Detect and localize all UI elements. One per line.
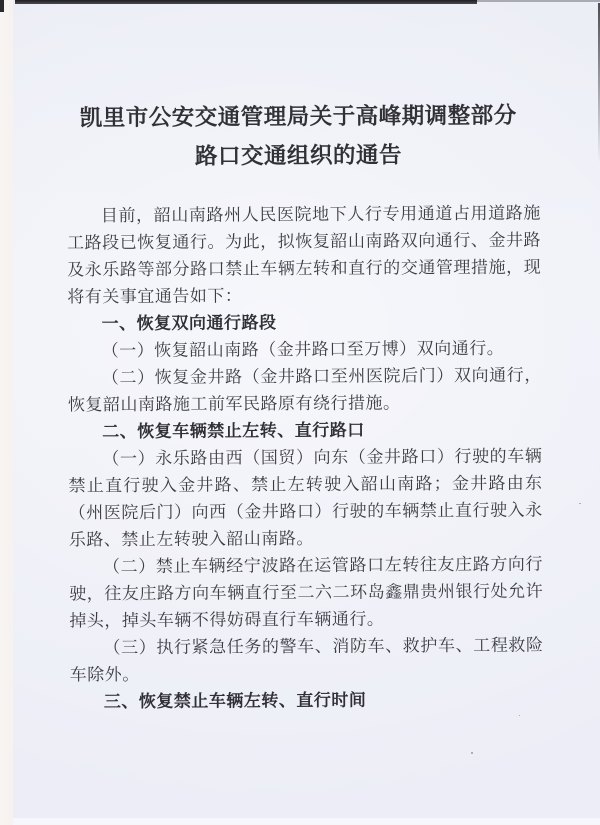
section-2-item-2: （二）禁止车辆经宁波路在运管路口左转往友庄路方向行驶，往友庄路方向车辆直行至二六二环岛鑫鼎贵州银行处允许掉头，掉头车辆不得妨碍直行车辆通行。 — [69, 554, 544, 631]
section-1-item-2: （二）恢复金井路（金井路口至州医院后门）双向通行，恢复韶山南路施工前军民路原有绕行措施。 — [67, 365, 542, 415]
section-2-item-3: （三）执行紧急任务的警车、消防车、救护车、工程救险车除外。 — [69, 635, 544, 685]
scan-speck — [519, 715, 520, 716]
document-body — [67, 200, 544, 716]
scan-bottom-edge-artifact — [13, 818, 600, 825]
document-title-line2: 路口交通组织的通告 — [194, 142, 403, 169]
section-1-heading: 一、恢复双向通行路段 — [101, 313, 277, 334]
scan-speck — [471, 752, 473, 754]
section-3-heading: 三、恢复禁止车辆左转、直行时间 — [103, 690, 367, 712]
document-title — [58, 96, 538, 177]
intro-paragraph: 目前，韶山南路州人民医院地下人行专用通道占用道路施工路段已恢复通行。为此，拟恢复韶山南路双向通行、金井路及永乐路等部分路口禁止车辆左转和直行的交通管理措施，现将有关事宜通告如下： — [66, 203, 542, 307]
section-2-heading: 二、恢复车辆禁止左转、直行路口 — [102, 420, 365, 442]
document-title-line1: 凯里市公安交通管理局关于高峰期调整部分 — [79, 102, 517, 131]
section-1-item-1: （一）恢复韶山南路（金井路口至万博）双向通行。 — [101, 338, 505, 361]
section-2-item-1: （一）永乐路由西（国贸）向东（金井路口）行驶的车辆禁止直行驶入金井路、禁止左转驶入韶山南路；金井路由东（州医院后门）向西（金井路口）行驶的车辆禁止直行驶入永乐路、禁止左转驶入韶山南路。 — [68, 446, 543, 550]
